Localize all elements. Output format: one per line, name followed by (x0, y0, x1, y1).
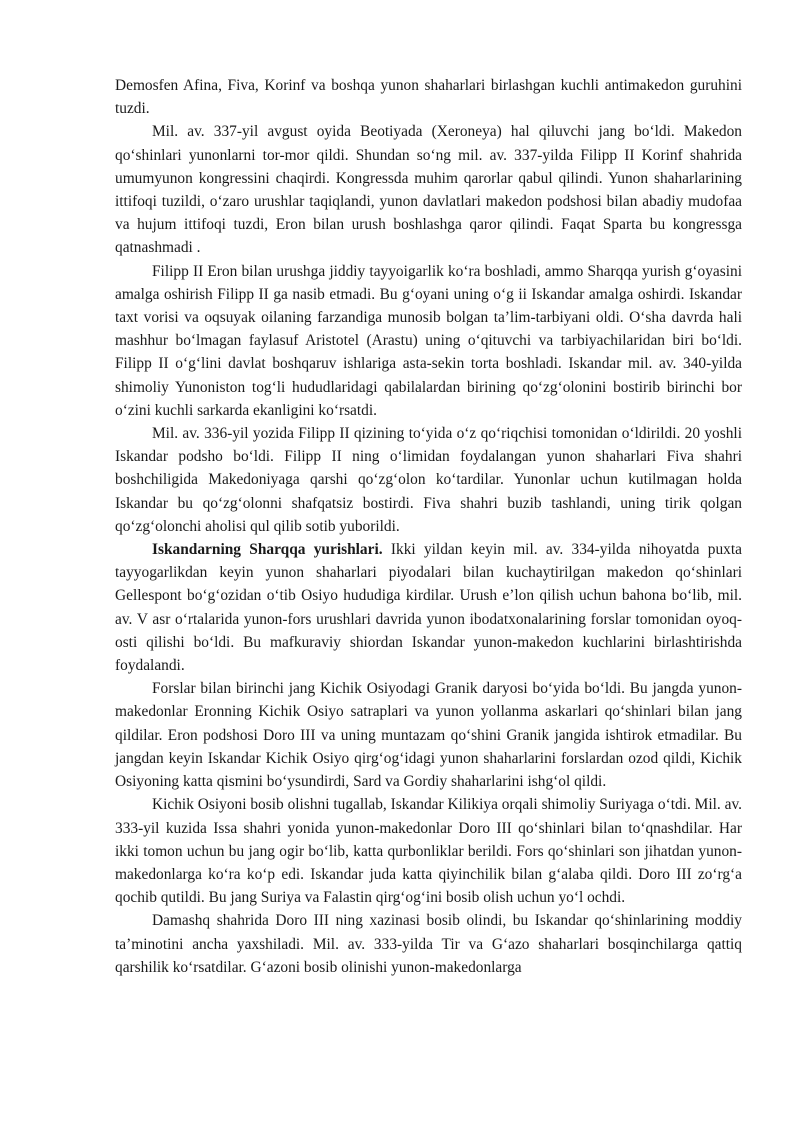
paragraph-4 (115, 538, 742, 677)
paragraph-0 (115, 74, 742, 120)
paragraph-2 (115, 260, 742, 422)
paragraph-5 (115, 677, 742, 793)
paragraph-7-text: Damashq shahrida Doro III ning xazinasi bosib olindi, bu Iskandar qo‘shinlarining moddiy ta’minotini ancha yaxshiladi. Mil. av. 333-yilda Tir va G‘azo shaharlari bosqinchilarga qattiq qarshilik ko‘rsatdilar. G‘azoni bosib olinishi yunon-makedonlarga (115, 912, 742, 976)
paragraph-5-text: Forslar bilan birinchi jang Kichik Osiyodagi Granik daryosi bo‘yida bo‘ldi. Bu jangda yunon-makedonlar Eronning Kichik Osiyo satraplari va yunon yollanma askarlari qo‘shinlari bilan jang qildilar. Eron podshosi Doro III va uning muntazam qo‘shini Granik jangida ishtirok etmadilar. Bu jangdan keyin Iskandar Kichik Osiyo qirg‘og‘idagi yunon shaharlarini forslardan ozod qildi, Kichik Osiyoning katta qismini bo‘ysundirdi, Sard va Gordiy shaharlarini ishg‘ol qildi. (115, 680, 742, 791)
paragraph-6-text: Kichik Osiyoni bosib olishni tugallab, Iskandar Kilikiya orqali shimoliy Suriyaga o‘tdi. Mil. av. 333-yil kuzida Issa shahri yonida yunon-makedonlar Doro III qo‘shinlari bilan to‘qnashdilar. Har ikki tomon uchun bu jang ogir bo‘lib, katta qurbonliklar berildi. Fors qo‘shinlari son jihatdan yunon-makedonlarga ko‘ra ko‘p edi. Iskandar juda katta qiyinchilik bilan g‘alaba qildi. Doro III zo‘rg‘a qochib qutildi. Bu jang Suriya va Falastin qirg‘og‘ini bosib olish uchun yo‘l ochdi. (115, 796, 742, 907)
paragraph-1-text: Mil. av. 337-yil avgust oyida Beotiyada (Xeroneya) hal qiluvchi jang bo‘ldi. Makedon qo‘shinlari yunonlarni tor-mor qildi. Shundan so‘ng mil. av. 337-yilda Filipp II Korinf shahrida umumyunon kongressini chaqirdi. Kongressda muhim qarorlar qabul qilindi. Yunon shaharlarining ittifoqi tuzildi, o‘zaro urushlar taqiqlandi, yunon davlatlari makedon podshosi bilan abadiy mudofaa va hujum ittifoqi tuzdi, Eron bilan urush boshlashga qaror qilindi. Faqat Sparta bu kongressga qatnashmadi . (115, 123, 742, 257)
paragraph-1 (115, 120, 742, 259)
paragraph-7 (115, 909, 742, 979)
document-page (115, 74, 742, 979)
paragraph-3 (115, 422, 742, 538)
paragraph-4-text: Ikki yildan keyin mil. av. 334-yilda nihoyatda puxta tayyogarlikdan keyin yunon shaharlari piyodalari bilan kuchaytirilgan makedon qo‘shinlari Gellespont bo‘g‘ozidan o‘tib Osiyo hududiga kirdilar. Urush e’lon qilish uchun bahona bo‘lib, mil. av. V asr o‘rtalarida yunon-fors urushlari davrida yunon ibodatxonalarining forslar tomonidan oyoq-osti qilishi bo‘ldi. Bu mafkuraviy shiordan Iskandar yunon-makedon kuchlarini birlashtirishda foydalandi. (115, 541, 742, 675)
section-heading: Iskandarning Sharqqa yurishlari. (152, 541, 383, 559)
paragraph-6 (115, 793, 742, 909)
paragraph-0-text: Demosfen Afina, Fiva, Korinf va boshqa yunon shaharlari birlashgan kuchli antimakedon guruhini tuzdi. (115, 77, 742, 118)
paragraph-2-text: Filipp II Eron bilan urushga jiddiy tayyoigarlik ko‘ra boshladi, ammo Sharqqa yurish g‘oyasini amalga oshirish Filipp II ga nasib etmadi. Bu g‘oyani uning o‘g ii Iskandar amalga oshirdi. Iskandar taxt vorisi va oqsuyak oilaning farzandiga munosib bolgan ta’lim-tarbiyani oldi. O‘sha davrda hali mashhur bo‘lmagan faylasuf Aristotel (Arastu) uning o‘qituvchi va tarbiyachilaridan biri bo‘ldi. Filipp II o‘g‘lini davlat boshqaruv ishlariga asta-sekin torta boshladi. Iskandar mil. av. 340-yilda shimoliy Yunoniston tog‘li hududlaridagi qabilalardan birining qo‘zg‘olonini bostirib birinchi bor o‘zini kuchli sarkarda ekanligini ko‘rsatdi. (115, 262, 742, 419)
paragraph-3-text: Mil. av. 336-yil yozida Filipp II qizining to‘yida o‘z qo‘riqchisi tomonidan o‘ldirildi. 20 yoshli Iskandar podsho bo‘ldi. Filipp II ning o‘limidan foydalangan yunon shaharlari Fiva shahri boshchiligida Makedoniyaga qarshi qo‘zg‘olon ko‘tardilar. Yunonlar uchun kutilmagan holda Iskandar bu qo‘zg‘olonni shafqatsiz bostirdi. Fiva shahri buzib tashlandi, uning tirik qolgan qo‘zg‘olonchi aholisi qul qilib sotib yuborildi. (115, 425, 742, 535)
